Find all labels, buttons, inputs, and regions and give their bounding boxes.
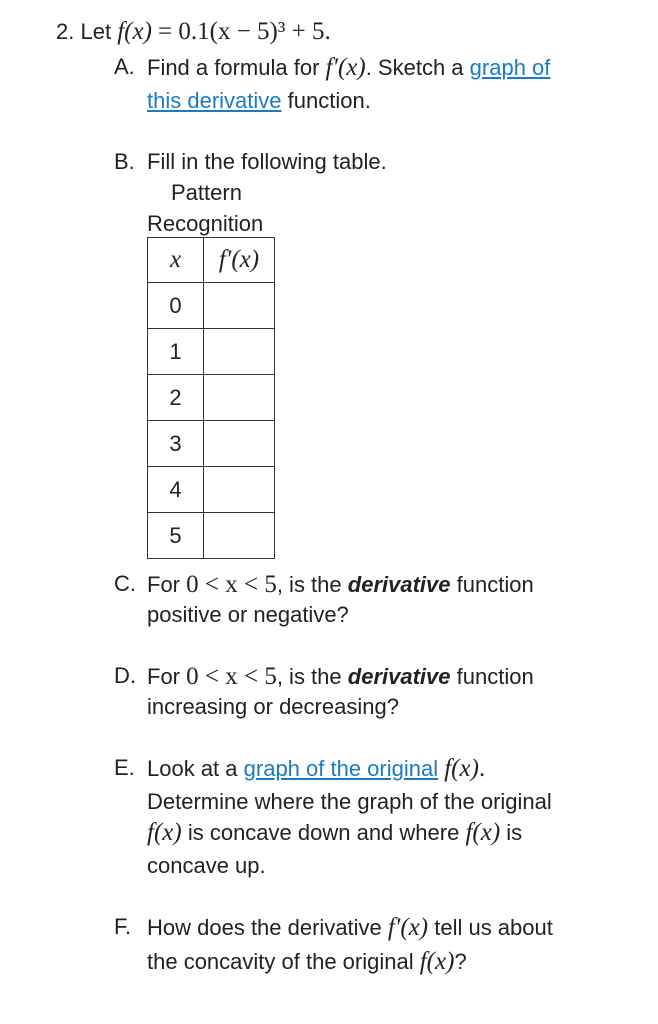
part-a-letter: A.: [114, 54, 135, 79]
part-d-line2: increasing or decreasing?: [147, 694, 399, 719]
header-fprime: f′(x): [204, 238, 275, 283]
interval-expression: 0 < x < 5: [186, 663, 277, 690]
part-f-text3: the concavity of the original: [147, 949, 414, 974]
part-f-line1: [147, 914, 553, 942]
part-e-line1: [147, 755, 485, 783]
table-row: [148, 467, 275, 513]
part-f-text1: How does the derivative: [147, 915, 382, 940]
part-d-text3: function: [456, 664, 534, 689]
interval-expression: 0 < x < 5: [186, 571, 277, 598]
x-value-cell: 0: [148, 283, 204, 329]
table-caption-line2: Recognition: [147, 211, 264, 236]
x-value-cell: 4: [148, 467, 204, 513]
table-row: [148, 513, 275, 559]
function-f: f(x): [419, 948, 455, 975]
part-d-line1: [147, 663, 534, 691]
part-a-line1: [147, 54, 550, 82]
function-definition: = 0.1(x − 5)³ + 5.: [158, 18, 331, 45]
part-c-text1: For: [147, 572, 180, 597]
pattern-recognition-table: [147, 237, 275, 559]
fprime-answer-cell[interactable]: [204, 283, 275, 329]
x-value-cell: 5: [148, 513, 204, 559]
part-d-text1: For: [147, 664, 180, 689]
part-e-line4: concave up.: [147, 853, 266, 878]
graph-of-derivative-link-line1[interactable]: graph of: [469, 55, 551, 80]
fprime-answer-cell[interactable]: [204, 329, 275, 375]
question-mark: ?: [454, 949, 467, 974]
table-row: [148, 421, 275, 467]
part-e-line2: Determine where the graph of the original: [147, 789, 552, 814]
derivative-notation: f′(x): [387, 914, 429, 941]
part-c-line2: positive or negative?: [147, 602, 349, 627]
part-e-text3b: is: [506, 820, 523, 845]
part-a-line2: [147, 88, 371, 114]
part-e-text1: Look at a: [147, 756, 238, 781]
part-a-text: Find a formula for: [147, 55, 320, 80]
part-d-text2: , is the: [276, 664, 342, 689]
part-c-text2: , is the: [276, 572, 342, 597]
part-a-text2: . Sketch a: [365, 55, 464, 80]
function-f: f(x): [117, 18, 152, 45]
table-caption-line1: Pattern: [171, 180, 242, 205]
function-f: f(x): [147, 819, 182, 846]
fprime-answer-cell[interactable]: [204, 421, 275, 467]
part-e-line3: [147, 819, 522, 847]
derivative-emphasis: derivative: [347, 572, 451, 597]
part-f-letter: F.: [114, 914, 132, 939]
table-row: [148, 283, 275, 329]
let-word: Let: [80, 19, 112, 44]
header-x: x: [148, 238, 204, 283]
x-value-cell: 2: [148, 375, 204, 421]
problem-statement: [56, 18, 331, 46]
part-c-text3: function: [456, 572, 534, 597]
derivative-emphasis: derivative: [347, 664, 451, 689]
part-d-letter: D.: [114, 663, 136, 688]
fprime-answer-cell[interactable]: [204, 375, 275, 421]
fprime-answer-cell[interactable]: [204, 513, 275, 559]
period: .: [478, 755, 486, 782]
part-b-letter: B.: [114, 149, 135, 174]
part-e-letter: E.: [114, 755, 135, 780]
part-e-text3a: is concave down and where: [187, 820, 460, 845]
graph-of-original-link[interactable]: graph of the original: [243, 756, 439, 781]
table-row: [148, 375, 275, 421]
part-f-line2: [147, 948, 467, 976]
part-a-text3: function.: [287, 88, 371, 113]
fprime-answer-cell[interactable]: [204, 467, 275, 513]
part-f-text2: tell us about: [434, 915, 553, 940]
function-f: f(x): [465, 819, 501, 846]
graph-of-derivative-link-line2[interactable]: this derivative: [147, 88, 282, 113]
part-b-text: Fill in the following table.: [147, 149, 387, 174]
x-value-cell: 3: [148, 421, 204, 467]
problem-number: 2.: [56, 19, 75, 44]
derivative-notation: f′(x): [325, 54, 366, 81]
table-row: [148, 329, 275, 375]
part-c-line1: [147, 571, 534, 599]
x-value-cell: 1: [148, 329, 204, 375]
function-f: f(x): [444, 755, 479, 782]
table-header-row: [148, 238, 275, 283]
part-c-letter: C.: [114, 571, 136, 596]
